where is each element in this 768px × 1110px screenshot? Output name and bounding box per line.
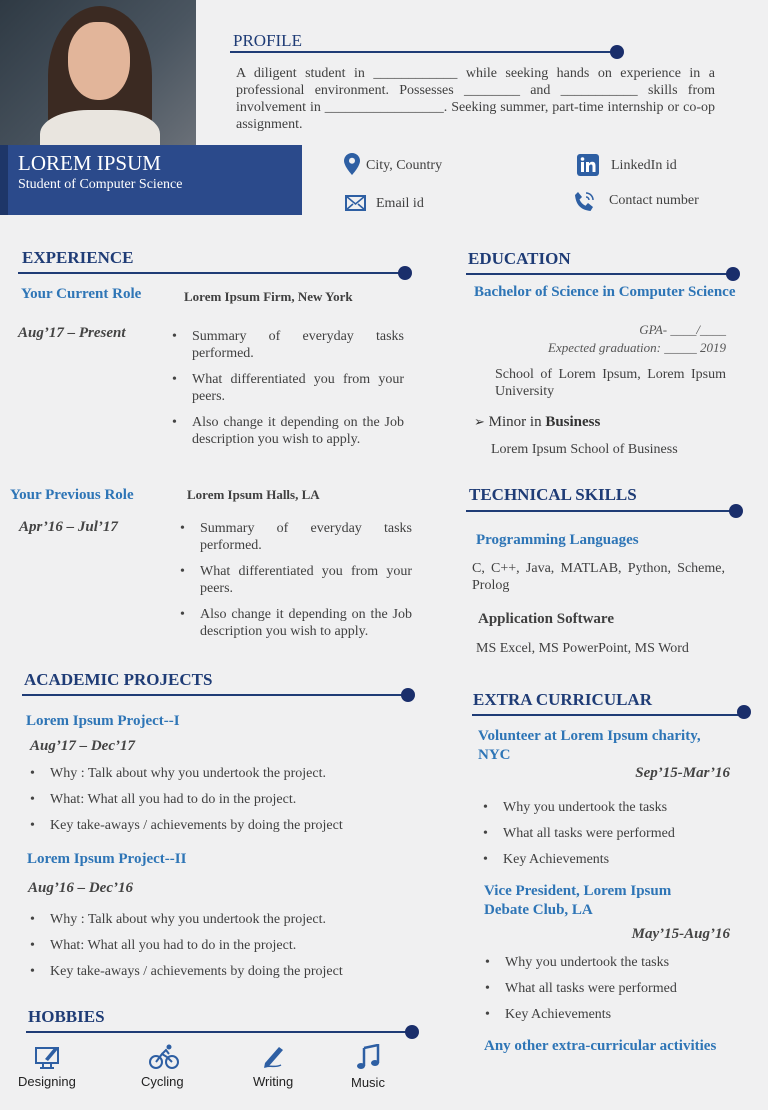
extra-activity-bullets xyxy=(485,954,735,1023)
job-bullets xyxy=(180,520,412,640)
location-pin-icon xyxy=(344,153,360,175)
profile-text: A diligent student in ____________ while seeking hands on experience in a professional environment. Possesses ________ and ___________ skills from involvement in _________________. Seeking summer, part-time internship or co-op assignment. xyxy=(236,66,715,132)
hobby-label: Writing xyxy=(253,1074,294,1089)
extra-rule xyxy=(472,714,744,716)
skills-rule xyxy=(466,510,736,512)
project-bullet: • Why : Talk about why you undertook the project. xyxy=(30,765,420,782)
hobby-label: Designing xyxy=(18,1074,76,1089)
experience-dot xyxy=(398,266,412,280)
linkedin-icon[interactable] xyxy=(577,154,599,176)
skills-dot xyxy=(729,504,743,518)
profile-photo xyxy=(0,0,196,145)
education-rule xyxy=(466,273,734,275)
minor-school: Lorem Ipsum School of Business xyxy=(491,442,678,457)
project-name: Lorem Ipsum Project--II xyxy=(27,851,187,867)
extra-bullet: • Why you undertook the tasks xyxy=(483,799,733,816)
projects-rule xyxy=(22,694,408,696)
extra-bullet: • Key Achievements xyxy=(485,1006,735,1023)
project-bullet: • Why : Talk about why you undertook the project. xyxy=(30,911,420,928)
project-bullets xyxy=(30,765,420,834)
project-bullet: • Key take-aways / achievements by doing the project xyxy=(30,963,420,980)
skills-languages: C, C++, Java, MATLAB, Python, Scheme, Prolog xyxy=(472,561,725,593)
project-dates: Aug’17 – Dec’17 xyxy=(30,738,135,754)
project-bullet: • Key take-aways / achievements by doing the project xyxy=(30,817,420,834)
education-gpa: GPA- ____/____ xyxy=(639,322,726,337)
contact-location: City, Country xyxy=(366,158,443,173)
candidate-subtitle: Student of Computer Science xyxy=(18,177,183,192)
email-icon xyxy=(345,195,366,211)
extra-activity-name: Volunteer at Lorem Ipsum charity, NYC xyxy=(478,728,701,763)
extra-activity-bullets xyxy=(483,799,733,868)
extra-heading: EXTRA CURRICULAR xyxy=(473,690,652,709)
job-bullet: • Also change it depending on the Job description you wish to apply. xyxy=(172,414,404,448)
contact-phone: Contact number xyxy=(609,193,699,208)
arrow-bullet-icon: ➢ xyxy=(474,415,485,430)
skills-apps-title: Application Software xyxy=(478,611,614,627)
projects-heading: ACADEMIC PROJECTS xyxy=(24,670,213,689)
extra-activity-dates: May’15-Aug’16 xyxy=(631,926,730,942)
experience-heading: EXPERIENCE xyxy=(22,248,134,267)
extra-bullet: • What all tasks were performed xyxy=(483,825,733,842)
project-name: Lorem Ipsum Project--I xyxy=(26,713,180,729)
designing-icon xyxy=(34,1044,62,1070)
hobby-label: Cycling xyxy=(141,1074,184,1089)
cycling-icon xyxy=(149,1044,179,1070)
writing-icon xyxy=(261,1043,289,1069)
phone-icon xyxy=(571,189,597,215)
minor-subject: Business xyxy=(545,414,601,430)
job-bullet: • Also change it depending on the Job description you wish to apply. xyxy=(180,606,412,640)
skills-heading: TECHNICAL SKILLS xyxy=(469,485,637,504)
name-box xyxy=(0,145,302,215)
education-degree: Bachelor of Science in Computer Science xyxy=(474,284,736,300)
job-bullet: • What differentiated you from your peers. xyxy=(180,563,412,597)
contact-email[interactable]: Email id xyxy=(376,196,424,211)
job-role: Your Current Role xyxy=(21,286,142,302)
skills-languages-title: Programming Languages xyxy=(476,532,639,548)
hobbies-dot xyxy=(405,1025,419,1039)
job-bullet: • What differentiated you from your peers. xyxy=(172,371,404,405)
project-bullets xyxy=(30,911,420,980)
extra-activity-name: Vice President, Lorem Ipsum Debate Club, LA xyxy=(484,883,672,918)
extra-dot xyxy=(737,705,751,719)
profile-rule xyxy=(230,51,614,53)
project-bullet: • What: What all you had to do in the project. xyxy=(30,791,420,808)
job-company: Lorem Ipsum Firm, New York xyxy=(184,289,353,304)
job-bullet: • Summary of everyday tasks performed. xyxy=(180,520,412,554)
extra-bullet: • Key Achievements xyxy=(483,851,733,868)
projects-dot xyxy=(401,688,415,702)
extra-bullet: • What all tasks were performed xyxy=(485,980,735,997)
job-bullet: • Summary of everyday tasks performed. xyxy=(172,328,404,362)
contact-linkedin[interactable]: LinkedIn id xyxy=(611,158,677,173)
education-minor xyxy=(474,414,600,431)
music-icon xyxy=(356,1044,380,1072)
job-bullets xyxy=(172,328,404,448)
job-dates: Aug’17 – Present xyxy=(18,325,126,341)
extra-other: Any other extra-curricular activities xyxy=(484,1038,717,1054)
job-company: Lorem Ipsum Halls, LA xyxy=(187,487,320,502)
education-dot xyxy=(726,267,740,281)
hobbies-rule xyxy=(26,1031,412,1033)
education-heading: EDUCATION xyxy=(468,249,571,268)
extra-bullet: • Why you undertook the tasks xyxy=(485,954,735,971)
hobby-label: Music xyxy=(351,1075,385,1090)
profile-dot xyxy=(610,45,624,59)
project-bullet: • What: What all you had to do in the project. xyxy=(30,937,420,954)
extra-activity-dates: Sep’15-Mar’16 xyxy=(635,765,730,781)
candidate-name: LOREM IPSUM xyxy=(18,151,161,175)
profile-heading: PROFILE xyxy=(233,31,302,50)
job-role: Your Previous Role xyxy=(10,487,134,503)
project-dates: Aug’16 – Dec’16 xyxy=(28,880,133,896)
education-school: School of Lorem Ipsum, Lorem Ipsum University xyxy=(495,367,726,399)
experience-rule xyxy=(18,272,404,274)
minor-prefix: Minor in xyxy=(488,414,546,430)
job-dates: Apr’16 – Jul’17 xyxy=(19,519,118,535)
skills-apps: MS Excel, MS PowerPoint, MS Word xyxy=(476,641,689,656)
hobbies-heading: HOBBIES xyxy=(28,1007,105,1026)
education-graduation: Expected graduation: _____ 2019 xyxy=(548,340,726,355)
